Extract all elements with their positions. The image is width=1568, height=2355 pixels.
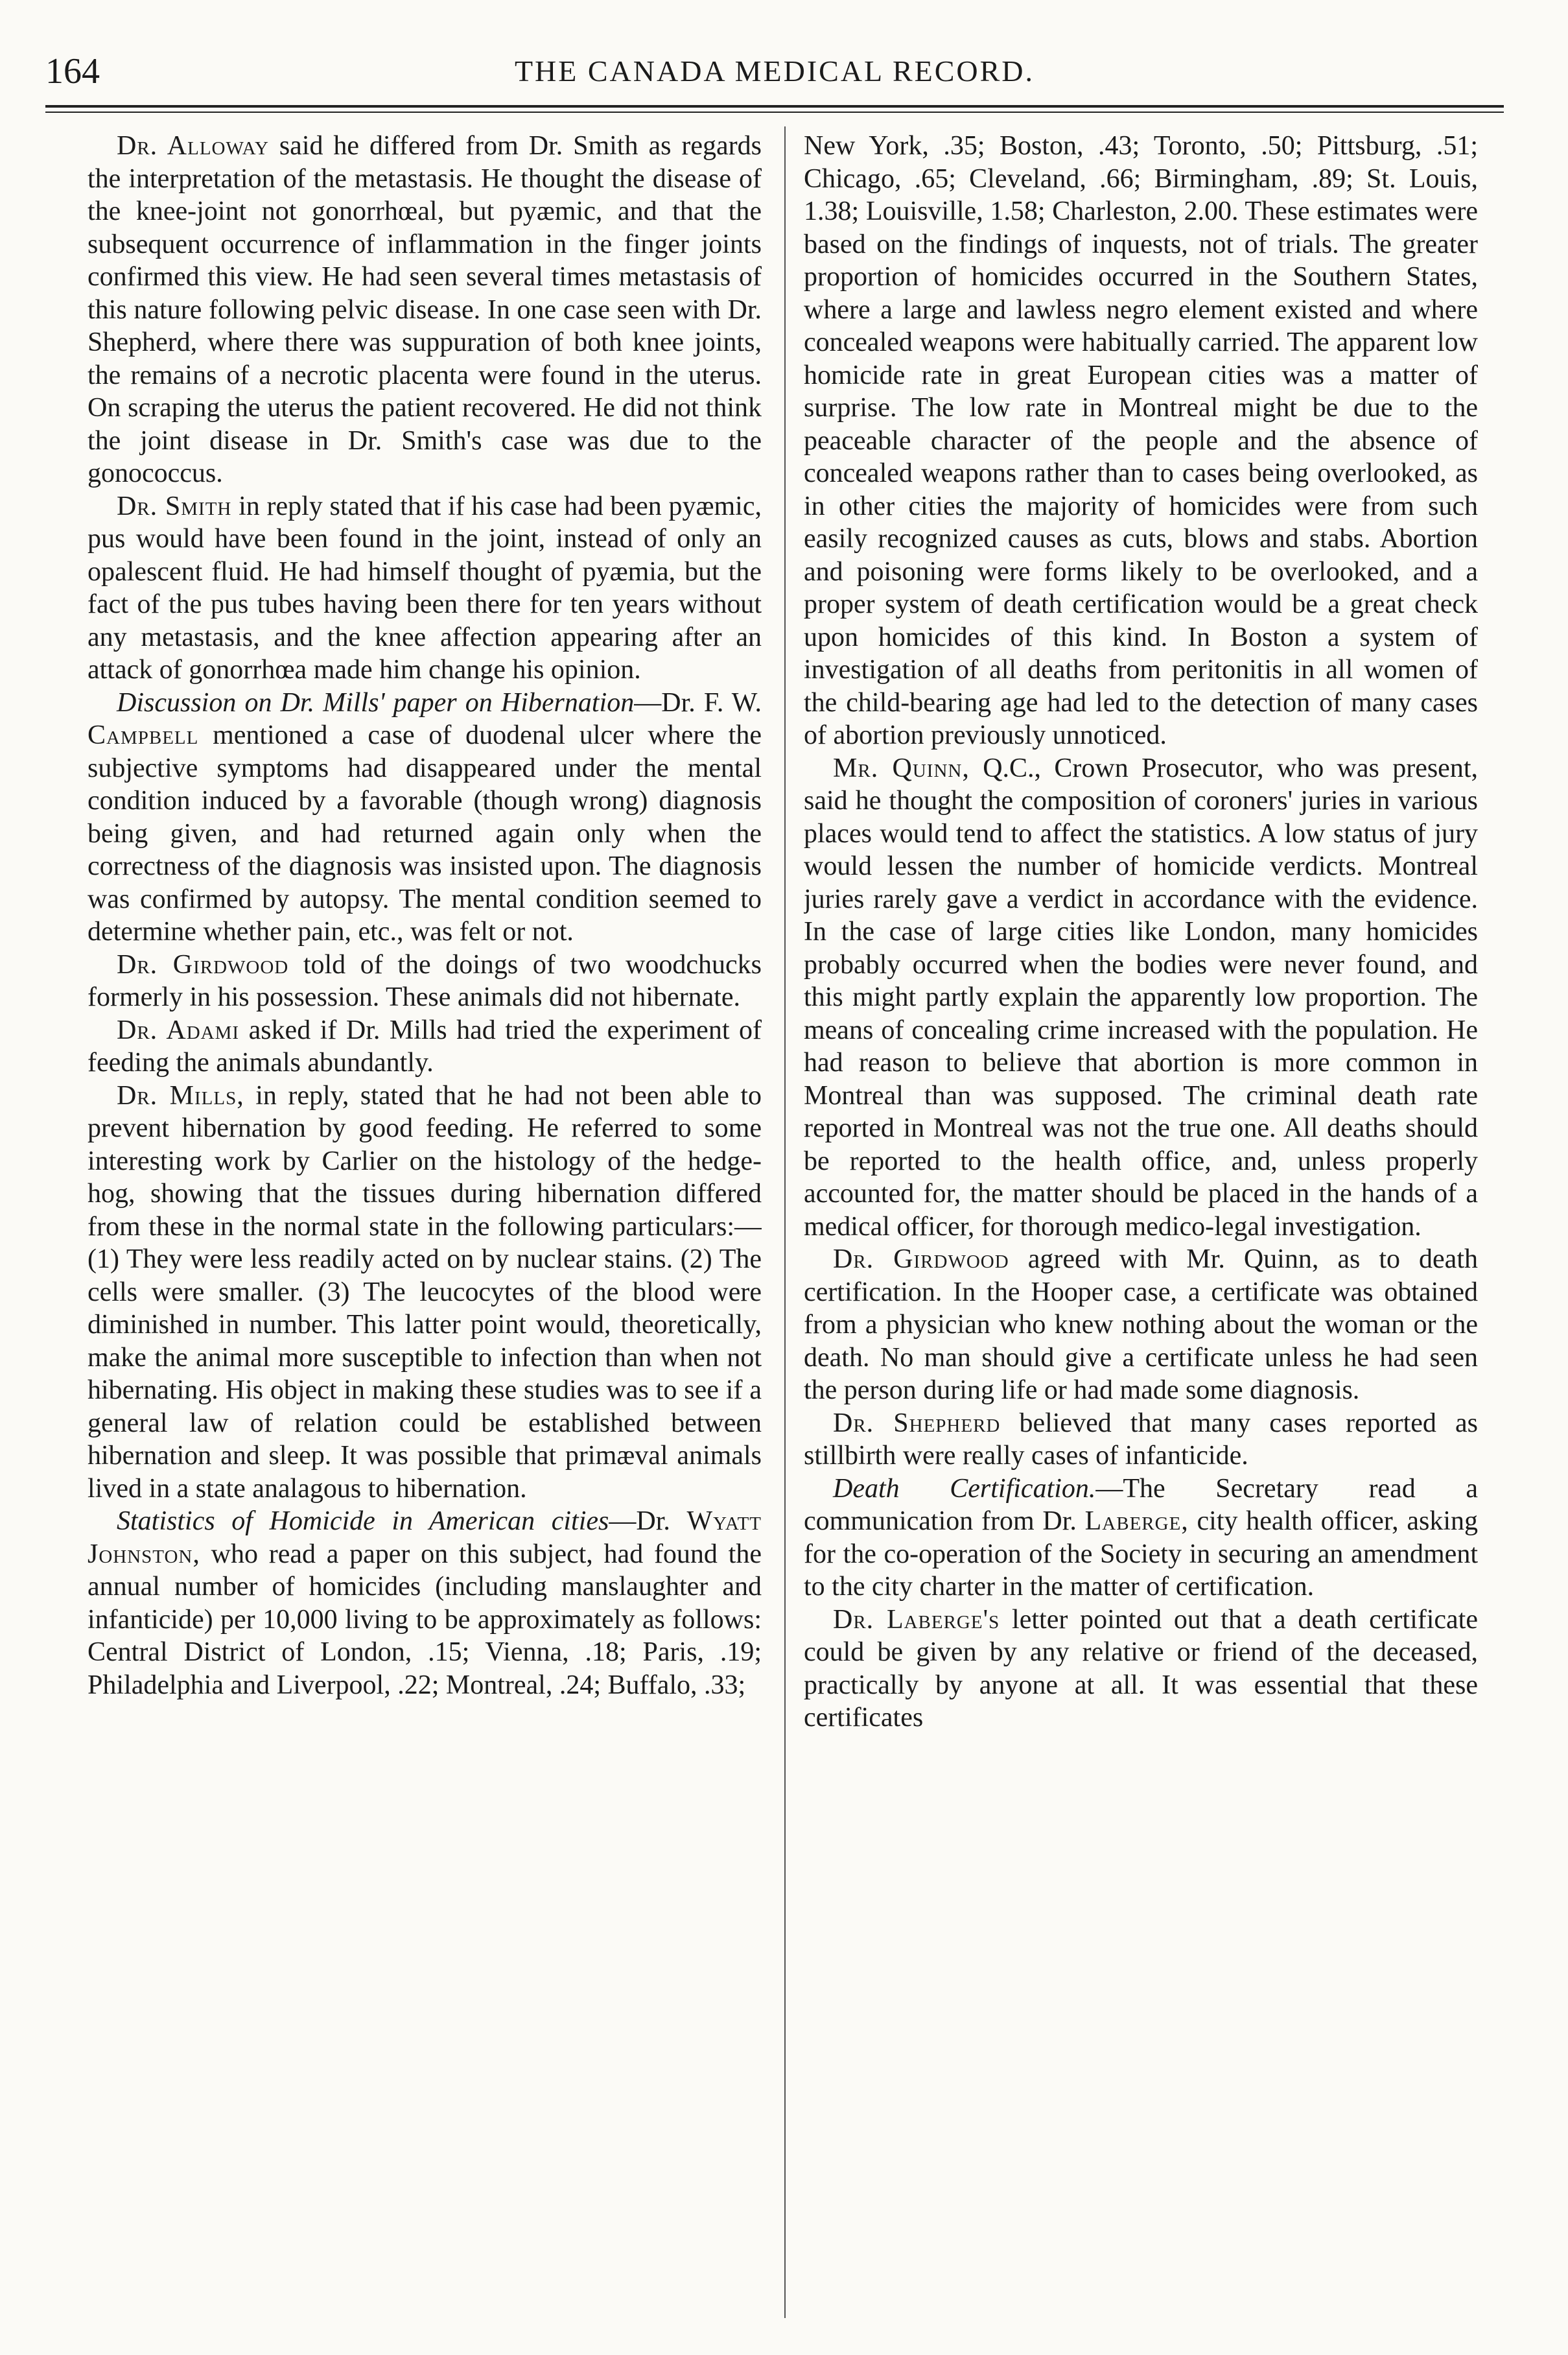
paragraph-text: New York, .35; Boston, .43; Toronto, .50; Pittsburg, .51; Chicago, .65; Cleveland, .66; Birmingham, .89; St. Louis, 1.38; Louisville, 1.58; Charleston, 2.00. These estimates were based on the findings of inquests, not of trials. The greater proportion of homicides occurred in the Southern States, where a large and lawless negro element existed and where concealed weapons were habitually carried. The apparent low homicide rate in great European cities was a matter of surprise. The low rate in Montreal might be due to the peaceable character of the people and the absence of concealed weapons rather than to cases being overlooked, as in other cities the majority of homicides were from such easily recognized causes as cuts, blows and stabs. Abortion and poisoning were forms likely to be overlooked, and a proper system of death certification would be a great check upon homicides of this kind. In Boston a system of investigation of all deaths from peritonitis in all women of the child-bearing age had led to the detection of many cases of abortion previously unnoticed. — [804, 131, 1478, 750]
speaker-name: Dr. Girdwood — [833, 1244, 1009, 1274]
speaker-name: Dr. Alloway — [117, 131, 269, 161]
paragraph-smith — [88, 490, 762, 687]
column-divider — [784, 126, 786, 2318]
paragraph-text: city health officer, asking for the co-operation of the Society in securing an amendment to the city charter in the matter of certification. — [804, 1506, 1478, 1602]
paragraph-text: who read a paper on this subject, had found the annual number of homicides (including manslaughter and infanticide) per 10,000 living to be approximately as follows: Central District of London, .15; Vienna, .18; Paris, .19; Philadelphia and Liverpool, .22; Montreal, .24; Buffalo, .33; — [88, 1539, 762, 1700]
header-rule-thin — [45, 112, 1504, 113]
paragraph-text: told of the doings of two woodchucks formerly in his possession. These animals did not hibernate. — [88, 949, 762, 1012]
speaker-name: Dr. Girdwood — [117, 949, 289, 980]
paragraph-mills — [88, 1080, 762, 1506]
speaker-name: Laberge, — [1084, 1506, 1189, 1536]
paragraph-shepherd — [804, 1407, 1478, 1473]
paragraph-text: believed that many cases reported as stillbirth were really cases of infanticide. — [804, 1408, 1478, 1471]
section-heading: Discussion on Dr. Mills' paper on Hibernation — [117, 687, 635, 718]
paragraph-text: Q.C., Crown Prosecutor, who was present, said he thought the composition of coroners' juries in various places would tend to affect the statistics. A low status of jury would lessen the number of homicide verdicts. Montreal juries rarely gave a verdict in accordance with the evidence. In the case of large cities like London, many homicides probably occurred when the bodies were never found, and this might partly explain the apparently low proportion. The means of concealing crime increased with the population. He had reason to believe that abortion is more common in Montreal than was supposed. The criminal death rate reported in Montreal was not the true one. All deaths should be reported to the health office, and, unless properly accounted for, the matter should be placed in the hands of a medical officer, for thorough medico-legal investigation. — [804, 753, 1478, 1242]
paragraph-text: letter pointed out that a death certificate could be given by any relative or friend of the deceased, practically by anyone at all. It was essential that these certificates — [804, 1604, 1478, 1733]
speaker-name: Dr. Laberge's — [833, 1604, 1000, 1635]
speaker-name: Campbell — [88, 720, 199, 750]
paragraph-death-certification — [804, 1473, 1478, 1604]
speaker-name: Dr. Shepherd — [833, 1408, 1001, 1438]
speaker-name: Dr. Mills, — [117, 1080, 244, 1111]
right-column — [804, 130, 1478, 2321]
page-number: 164 — [45, 51, 100, 91]
paragraph-text: in reply stated that if his case had been pyæmic, pus would have been found in the joint, instead of only an opalescent fluid. He had himself thought of pyæmia, but the fact of the pus tubes having been there for ten years without any metastasis, and the knee affection appearing after an attack of gonorrhœa made him change his opinion. — [88, 491, 762, 685]
page-header — [45, 45, 1504, 104]
speaker-name: Dr. Smith — [117, 491, 232, 521]
section-heading: Statistics of Homicide in American cities — [117, 1506, 609, 1536]
speaker-name: Mr. Quinn, — [833, 753, 970, 783]
paragraph-homicide-continued — [804, 130, 1478, 752]
paragraph-lead: —Dr. F. W. — [634, 687, 762, 718]
paragraph-alloway — [88, 130, 762, 490]
paragraph-girdwood-certification — [804, 1243, 1478, 1407]
paragraph-girdwood-woodchucks — [88, 949, 762, 1014]
paragraph-text: agreed with Mr. Quinn, as to death certification. In the Hooper case, a certificate was obtained from a physician who knew nothing about the woman or the death. No man should give a certificate unless he had seen the person during life or had made some diagnosis. — [804, 1244, 1478, 1405]
section-heading: Death Certification. — [833, 1473, 1096, 1504]
paragraph-text: said he differed from Dr. Smith as regards the interpretation of the metastasis. He thought the disease of the knee-joint not gonorrhœal, but pyæmic, and that the subsequent occurrence of inflammation in the finger joints confirmed this view. He had seen several times metastasis of this nature following pelvic disease. In one case seen with Dr. Shepherd, where there was suppuration of both knee joints, the remains of a necrotic placenta were found in the uterus. On scraping the uterus the patient recovered. He did not think the joint disease in Dr. Smith's case was due to the gonococcus. — [88, 131, 762, 488]
paragraph-lead: —Dr. — [609, 1506, 687, 1536]
paragraph-text: asked if Dr. Mills had tried the experiment of feeding the animals abundantly. — [88, 1015, 762, 1078]
paragraph-text: mentioned a case of duodenal ulcer where the subjective symptoms had disappeared under the mental condition induced by a favorable (though wrong) diagnosis being given, and had returned again only when the correctness of the diagnosis was insisted upon. The diagnosis was confirmed by autopsy. The mental condition seemed to determine whether pain, etc., was felt or not. — [88, 720, 762, 947]
paragraph-text: in reply, stated that he had not been able to prevent hibernation by good feeding. He referred to some interesting work by Carlier on the histology of the hedge-hog, showing that the tissues during hibernation differed from these in the normal state in the following particulars:—(1) They were less readily acted on by nuclear stains. (2) The cells were smaller. (3) The leucocytes of the blood were diminished in number. This latter point would, theoretically, make the animal more susceptible to infection than when not hibernating. His object in making these studies was to see if a general law of relation could be established between hibernation and sleep. It was possible that primæval animals lived in a state analagous to hibernation. — [88, 1080, 762, 1504]
left-column — [88, 130, 762, 2321]
paragraph-laberge-letter — [804, 1604, 1478, 1734]
paragraph-adami — [88, 1014, 762, 1080]
paragraph-quinn — [804, 752, 1478, 1244]
paragraph-homicide-statistics — [88, 1505, 762, 1701]
running-title: THE CANADA MEDICAL RECORD. — [514, 54, 1035, 88]
paragraph-hibernation-discussion — [88, 687, 762, 949]
paragraph-lead: —The Secretary read a communication from Dr. — [804, 1473, 1478, 1536]
speaker-name: Dr. Adami — [117, 1015, 240, 1045]
speaker-name: Wyatt Johnston, — [88, 1506, 762, 1569]
header-rule — [45, 105, 1504, 108]
